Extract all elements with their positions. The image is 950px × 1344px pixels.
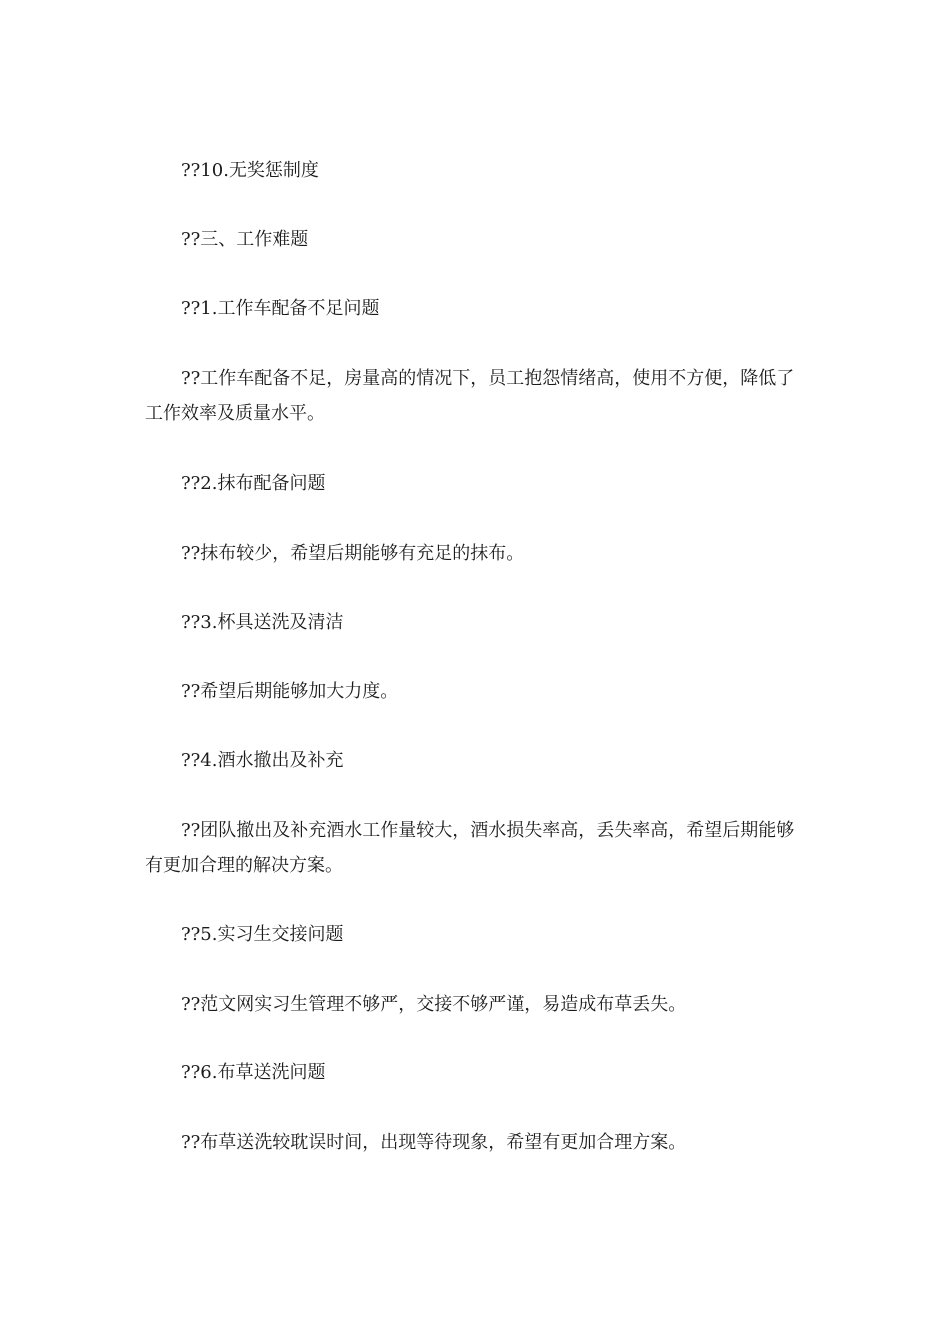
section-heading-work-difficulties: ??三、工作难题 bbox=[181, 229, 309, 250]
paragraph-intern-handover: ??范文网实习生管理不够严，交接不够严谨，易造成布草丢失。 bbox=[181, 994, 687, 1015]
paragraph-cup-washing: ??希望后期能够加大力度。 bbox=[181, 681, 399, 702]
subheading-cup-washing: ??3.杯具送洗及清洁 bbox=[181, 612, 344, 633]
subheading-beverage-replenish: ??4.酒水撤出及补充 bbox=[181, 750, 344, 771]
subheading-rag-supply: ??2.抹布配备问题 bbox=[181, 473, 326, 494]
item-no-reward-penalty: ??10.无奖惩制度 bbox=[181, 160, 319, 181]
paragraph-beverage-replenish: ??团队撤出及补充酒水工作量较大，酒水损失率高，丢失率高，希望后期能够有更加合理的解决方案。 bbox=[145, 820, 795, 876]
paragraph-linen-washing: ??布草送洗较耽误时间，出现等待现象，希望有更加合理方案。 bbox=[181, 1132, 687, 1153]
subheading-linen-washing: ??6.布草送洗问题 bbox=[181, 1062, 326, 1083]
paragraph-rag-supply: ??抹布较少，希望后期能够有充足的抹布。 bbox=[181, 543, 525, 564]
paragraph-cart-shortage: ??工作车配备不足，房量高的情况下，员工抱怨情绪高，使用不方便，降低了工作效率及质量水平。 bbox=[145, 368, 795, 424]
subheading-intern-handover: ??5.实习生交接问题 bbox=[181, 924, 344, 945]
subheading-cart-shortage: ??1.工作车配备不足问题 bbox=[181, 298, 380, 319]
